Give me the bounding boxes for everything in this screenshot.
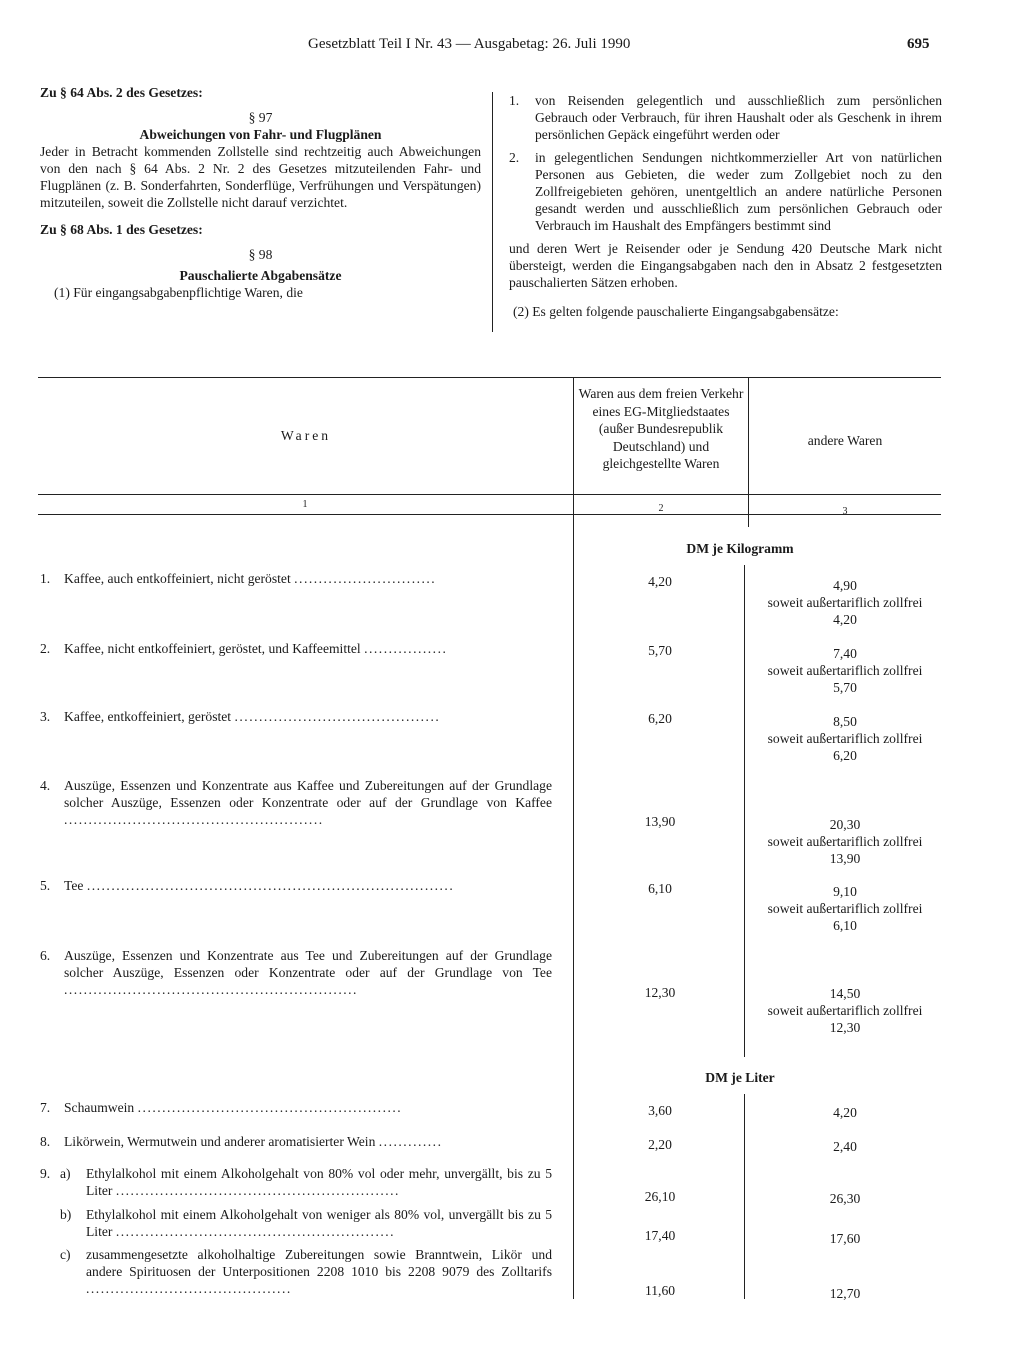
column-divider-2 [748, 377, 749, 527]
value-col3: 4,90 soweit außertariflich zollfrei 4,20 [767, 578, 923, 627]
unit-kilogram: DM je Kilogramm [686, 541, 794, 556]
header-waren: Waren [280, 428, 332, 443]
value-col3: 12,70 [829, 1286, 861, 1301]
value-col3: 2,40 [833, 1139, 857, 1154]
table-row: 8. Likörwein, Wermutwein und anderer aromatisierter Wein ............. [40, 1134, 443, 1149]
value-col2: 2,20 [648, 1137, 672, 1152]
list-item: 2. in gelegentlichen Sendungen nichtkommerzieller Art von natürlichen Personen aus Gebieten, die weder zum Zollgebiet noch zu den Zollfreigebieten gehören, unentgeltlich an andere natürliche Personen gesandt werden und ausschließlich zum persönlichen Gebrauch oder Verbrauch im Haushalt des Empfängers bestimmt sind [509, 150, 942, 233]
section-number: § 98 [248, 247, 273, 262]
value-col2: 3,60 [648, 1103, 672, 1118]
table-row: b) Ethylalkohol mit einem Alkoholgehalt von weniger als 80% vol, unvergällt bis zu 5 Liter ......................................................... [60, 1207, 552, 1239]
continuation-text: und deren Wert je Reisender oder je Sendung 420 Deutsche Mark nicht übersteigt, werden die Eingangsabgaben nach den in Absatz 2 festgesetzten pauschalierten Sätzen erhoben. [509, 241, 942, 290]
value-col2: 13,90 [644, 814, 676, 829]
header-eg-waren: Waren aus dem freien Verkehr eines EG-Mitgliedstaates (außer Bundesrepublik Deutschland) und gleichgestellte Waren [578, 386, 744, 471]
value-col2: 6,10 [648, 881, 672, 896]
value-col3: 7,40 soweit außertariflich zollfrei 5,70 [767, 646, 923, 695]
value-col3: 26,30 [829, 1191, 861, 1206]
paragraph-2: (2) Es gelten folgende pauschalierte Eingangsabgabensätze: [513, 304, 839, 319]
column-divider [492, 92, 493, 332]
unit-liter: DM je Liter [705, 1070, 775, 1085]
right-column [509, 92, 942, 320]
numbered-list [509, 92, 942, 234]
table-row: 9. a) Ethylalkohol mit einem Alkoholgehalt von 80% vol oder mehr, unvergällt, bis zu 5 Liter .......................................................... [40, 1166, 552, 1198]
table-row: 6. Auszüge, Essenzen und Konzentrate aus Tee und Zubereitungen auf der Grundlage solcher Auszüge, Essenzen oder Konzentrate oder auf der Grundlage von Tee ............................................................ [40, 948, 552, 997]
value-col2: 17,40 [644, 1228, 676, 1243]
value-col2: 12,30 [644, 985, 676, 1000]
table-row: 3. Kaffee, entkoffeiniert, geröstet .......................................... [40, 709, 441, 724]
table-row: 5. Tee ........................................................................... [40, 878, 455, 893]
value-col2: 5,70 [648, 643, 672, 658]
value-col2: 4,20 [648, 574, 672, 589]
section-number: § 97 [248, 110, 273, 125]
value-col3: 9,10 soweit außertariflich zollfrei 6,10 [767, 884, 923, 933]
value-col3: 20,30 soweit außertariflich zollfrei 13,90 [767, 817, 923, 866]
column-divider-2-kg [744, 565, 745, 1057]
section-text: Jeder in Betracht kommenden Zollstelle sind rechtzeitig auch Abweichungen von den nach § 64 Abs. 2 Nr. 2 des Gesetzes mitzuteilenden Fahr- und Flugplänen (z. B. Sonderfahrten, Sonderflüge, Verfrühungen und Verspätungen) mitzuteilen, soweit die Zollstelle nicht darauf verzichtet. [40, 144, 481, 210]
column-number-3: 3 [842, 506, 848, 517]
colnum-rule [38, 514, 941, 515]
column-number-2: 2 [658, 503, 664, 514]
value-col2: 6,20 [648, 711, 672, 726]
column-divider-1 [573, 377, 574, 1299]
page-number: 695 [907, 36, 930, 52]
reference-heading: Zu § 64 Abs. 2 des Gesetzes: [40, 85, 203, 100]
section-title: Abweichungen von Fahr- und Flugplänen [139, 127, 382, 142]
table-row: c) zusammengesetzte alkoholhaltige Zubereitungen sowie Branntwein, Likör und andere Spirituosen der Unterpositionen 2208 1010 bis 2208 9079 des Zolltarifs .......................................... [60, 1247, 552, 1296]
reference-heading: Zu § 68 Abs. 1 des Gesetzes: [40, 222, 203, 237]
value-col3: 4,20 [833, 1105, 857, 1120]
running-title: Gesetzblatt Teil I Nr. 43 — Ausgabetag: 26. Juli 1990 [308, 36, 631, 52]
left-column [40, 84, 481, 301]
header-andere-waren: andere Waren [807, 433, 883, 448]
table-top-rule [38, 377, 941, 378]
value-col2: 26,10 [644, 1189, 676, 1204]
table-row: 2. Kaffee, nicht entkoffeiniert, geröstet, und Kaffeemittel ................. [40, 641, 448, 656]
table-row: 1. Kaffee, auch entkoffeiniert, nicht geröstet ............................. [40, 571, 437, 586]
list-item: 1. von Reisenden gelegentlich und ausschließlich zum persönlichen Gebrauch oder Verbrauch, für ihren Haushalt oder als Geschenk in ihrem persönlichen Gepäck eingeführt werden oder [509, 93, 942, 142]
section-title: Pauschalierte Abgabensätze [179, 268, 342, 283]
section-text: (1) Für eingangsabgabenpflichtige Waren, die [54, 285, 303, 300]
value-col3: 8,50 soweit außertariflich zollfrei 6,20 [767, 714, 923, 763]
table-row: 7. Schaumwein ...................................................... [40, 1100, 403, 1115]
value-col3: 17,60 [829, 1231, 861, 1246]
value-col2: 11,60 [644, 1283, 676, 1298]
header-rule [38, 494, 941, 495]
column-number-1: 1 [302, 499, 308, 510]
value-col3: 14,50 soweit außertariflich zollfrei 12,30 [767, 986, 923, 1035]
table-row: 4. Auszüge, Essenzen und Konzentrate aus Kaffee und Zubereitungen auf der Grundlage solcher Auszüge, Essenzen oder Konzentrate oder auf der Grundlage von Kaffee ..................................................... [40, 778, 552, 827]
